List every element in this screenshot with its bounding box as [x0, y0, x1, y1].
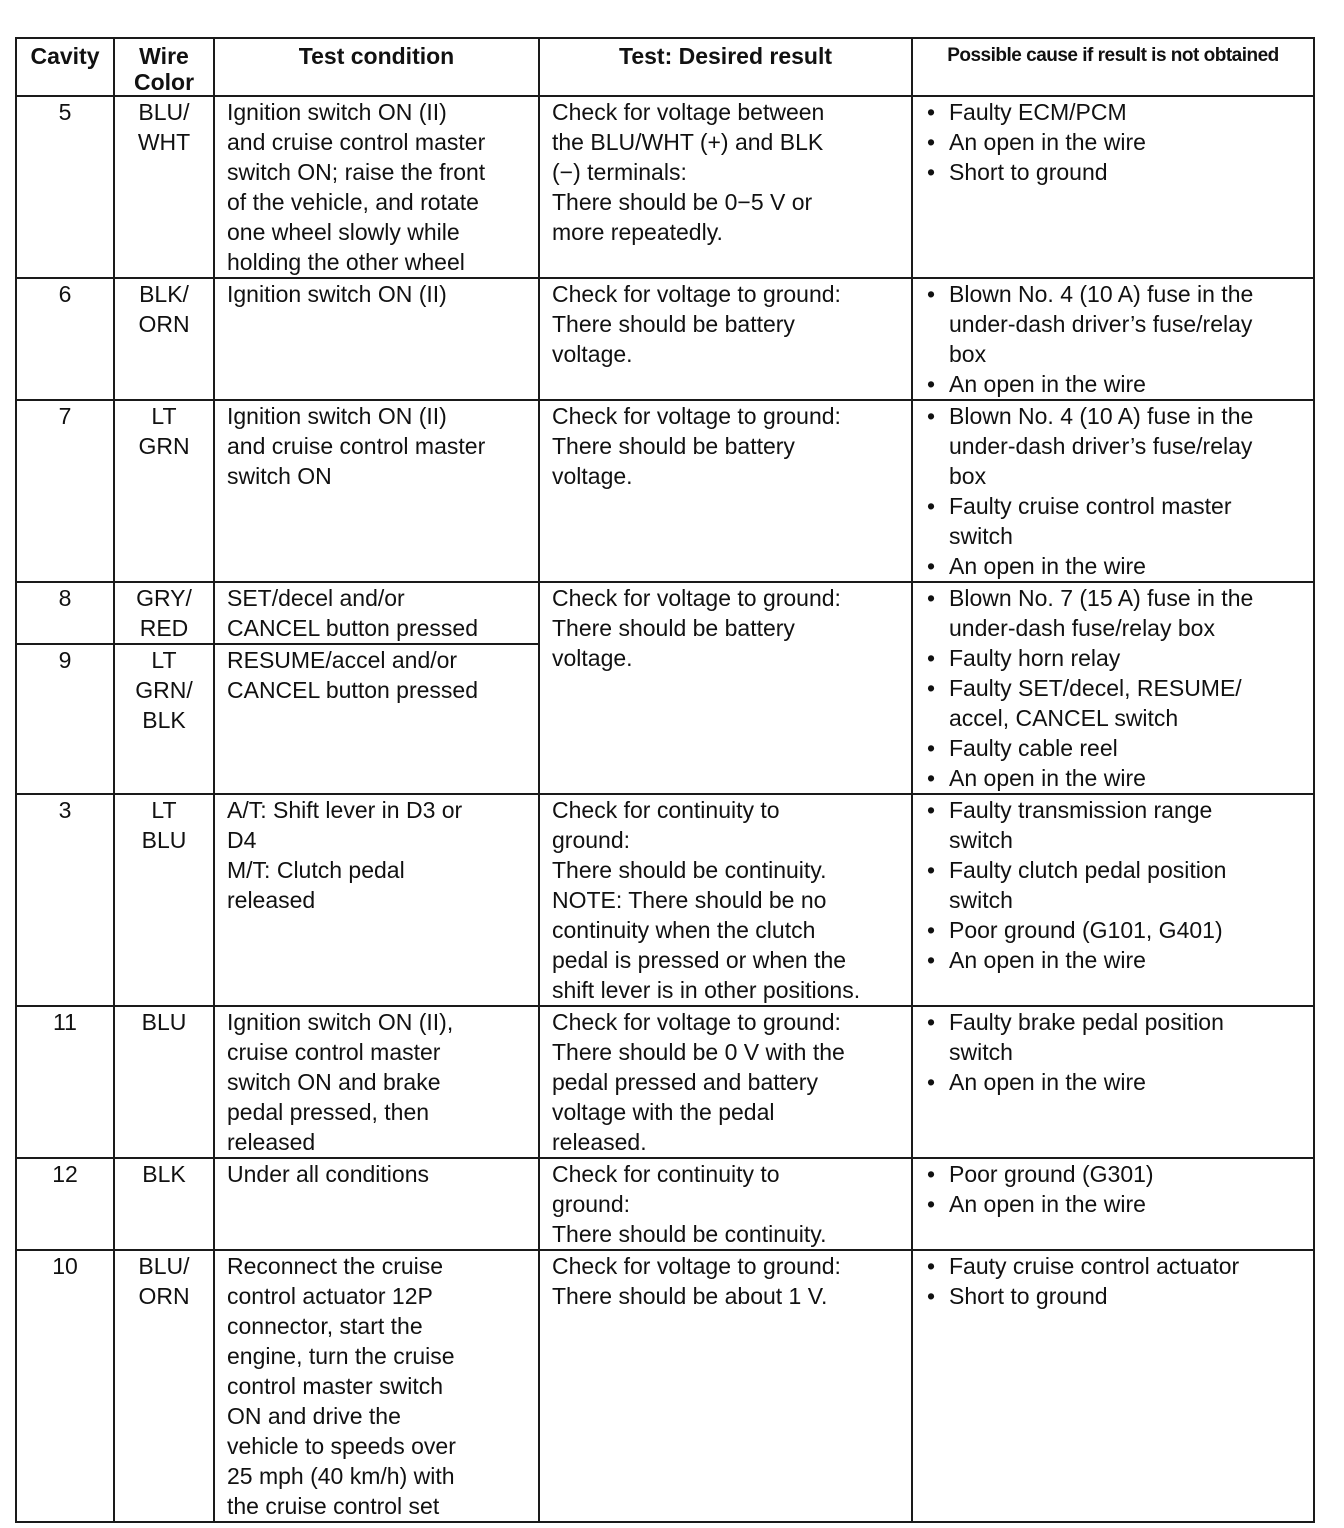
possible-cause-cell	[912, 582, 1314, 794]
cause-list	[925, 583, 1305, 793]
test-condition-cell	[214, 644, 539, 794]
cause-text-line: • Faulty clutch pedal position	[949, 857, 1227, 883]
cause-item	[925, 279, 1305, 369]
cell-text-line: cruise control master	[227, 1039, 441, 1065]
header-row	[16, 38, 1314, 96]
cause-item	[925, 1159, 1305, 1189]
possible-cause-cell	[912, 400, 1314, 582]
cell-text-line: control actuator 12P	[227, 1283, 433, 1309]
cell-text-line: M/T: Clutch pedal	[227, 857, 405, 883]
cell-text-line: Check for voltage to ground:	[552, 1253, 841, 1279]
cell-text-line: voltage.	[552, 341, 633, 367]
cause-text-line: under-dash driver’s fuse/relay	[949, 311, 1253, 337]
cell-text-line: A/T: Shift lever in D3 or	[227, 797, 463, 823]
cell-text-line: GRN/	[135, 677, 193, 703]
cause-text-line: box	[949, 341, 987, 367]
cell-text-line: connector, start the	[227, 1313, 423, 1339]
cell-text-line: voltage.	[552, 463, 633, 489]
cause-text-line: • Faulty SET/decel, RESUME/	[949, 675, 1242, 701]
cause-item	[925, 1067, 1305, 1097]
cavity-cell: 6	[16, 278, 114, 400]
possible-cause-cell	[912, 278, 1314, 400]
cause-text-line: • Blown No. 7 (15 A) fuse in the	[949, 585, 1254, 611]
cruise-control-test-table	[15, 37, 1315, 1523]
cell-text-line: NOTE: There should be no	[552, 887, 827, 913]
cause-text-line: under-dash fuse/relay box	[949, 615, 1215, 641]
cell-text-line: voltage.	[552, 645, 633, 671]
cause-list	[925, 1159, 1305, 1219]
cause-item	[925, 733, 1305, 763]
cause-text-line: • An open in the wire	[949, 947, 1146, 973]
cavity-cell: 11	[16, 1006, 114, 1158]
cell-text-line: switch ON	[227, 463, 332, 489]
table-row-cavity-8	[16, 582, 1314, 644]
cell-text-line: released.	[552, 1129, 647, 1155]
cell-text-line: Reconnect the cruise	[227, 1253, 444, 1279]
cell-text-line: holding the other wheel	[227, 249, 465, 275]
cell-text-line: Ignition switch ON (II)	[227, 403, 447, 429]
cell-text-line: pedal is pressed or when the	[552, 947, 847, 973]
cause-text-line: • An open in the wire	[949, 1191, 1146, 1217]
cell-text-line: RED	[139, 615, 189, 641]
cell-text-line: Ignition switch ON (II)	[227, 99, 447, 125]
cell-text-line: ON and drive the	[227, 1403, 401, 1429]
cause-text-line: • Short to ground	[949, 1283, 1108, 1309]
cell-text-line: CANCEL button pressed	[227, 615, 479, 641]
desired-result-cell	[539, 278, 912, 400]
desired-result-cell	[539, 400, 912, 582]
cause-list	[925, 401, 1305, 581]
desired-result-cell	[539, 582, 912, 794]
possible-cause-cell	[912, 96, 1314, 278]
cell-text-line: RESUME/accel and/or	[227, 647, 458, 673]
cell-text-line: There should be 0 V with the	[552, 1039, 845, 1065]
desired-result-cell	[539, 1006, 912, 1158]
cell-text-line: LT	[151, 797, 177, 823]
cell-text-line: 25 mph (40 km/h) with	[227, 1463, 455, 1489]
wire-color-cell	[114, 1006, 214, 1158]
cell-text-line: (−) terminals:	[552, 159, 687, 185]
test-condition-cell	[214, 794, 539, 1006]
cavity-cell: 10	[16, 1250, 114, 1522]
cause-text-line: switch	[949, 1039, 1013, 1065]
cell-text-line: engine, turn the cruise	[227, 1343, 455, 1369]
header-desired-result: Test: Desired result	[539, 38, 912, 96]
cell-text-line: Check for voltage to ground:	[552, 585, 841, 611]
wire-color-cell	[114, 96, 214, 278]
cell-text-line: vehicle to speeds over	[227, 1433, 456, 1459]
cause-item	[925, 157, 1305, 187]
cause-text-line: • An open in the wire	[949, 129, 1146, 155]
cell-text-line: ground:	[552, 1191, 631, 1217]
wire-color-cell	[114, 400, 214, 582]
cell-text-line: There should be battery	[552, 433, 795, 459]
cause-text-line: • Faulty cable reel	[949, 735, 1118, 761]
cell-text-line: WHT	[137, 129, 191, 155]
cell-text-line: CANCEL button pressed	[227, 677, 479, 703]
cause-item	[925, 127, 1305, 157]
cell-text-line: Ignition switch ON (II),	[227, 1009, 454, 1035]
cell-text-line: GRN	[138, 433, 190, 459]
cause-text-line: • Poor ground (G301)	[949, 1161, 1154, 1187]
cause-item	[925, 491, 1305, 551]
cavity-cell: 8	[16, 582, 114, 644]
cause-item	[925, 643, 1305, 673]
cell-text-line: Check for voltage to ground:	[552, 281, 841, 307]
cell-text-line: There should be battery	[552, 615, 795, 641]
test-condition-cell	[214, 1250, 539, 1522]
possible-cause-cell	[912, 794, 1314, 1006]
header-test-condition: Test condition	[214, 38, 539, 96]
desired-result-cell	[539, 96, 912, 278]
cause-list	[925, 279, 1305, 399]
cell-text-line: and cruise control master	[227, 129, 486, 155]
test-condition-cell	[214, 1158, 539, 1250]
cause-item	[925, 369, 1305, 399]
cause-list	[925, 1251, 1305, 1311]
cell-text-line: Check for continuity to	[552, 1161, 780, 1187]
cell-text-line: pedal pressed and battery	[552, 1069, 818, 1095]
table-row-cavity-5	[16, 96, 1314, 278]
cell-text-line: Check for voltage to ground:	[552, 1009, 841, 1035]
cell-text-line: switch ON; raise the front	[227, 159, 486, 185]
cause-item	[925, 401, 1305, 491]
cell-text-line: SET/decel and/or	[227, 585, 405, 611]
cause-item	[925, 551, 1305, 581]
cause-item	[925, 1189, 1305, 1219]
cause-text-line: • Poor ground (G101, G401)	[949, 917, 1223, 943]
desired-result-cell	[539, 794, 912, 1006]
cause-text-line: box	[949, 463, 987, 489]
test-condition-cell	[214, 278, 539, 400]
cell-text-line: BLU/	[138, 99, 190, 125]
cause-text-line: • An open in the wire	[949, 371, 1146, 397]
cause-text-line: • Blown No. 4 (10 A) fuse in the	[949, 403, 1254, 429]
cause-text-line: accel, CANCEL switch	[949, 705, 1179, 731]
table-row-cavity-10	[16, 1250, 1314, 1522]
test-condition-cell	[214, 582, 539, 644]
cause-text-line: • Faulty brake pedal position	[949, 1009, 1224, 1035]
test-condition-cell	[214, 96, 539, 278]
cell-text-line: pedal pressed, then	[227, 1099, 430, 1125]
cell-text-line: There should be battery	[552, 311, 795, 337]
header-possible-cause: Possible cause if result is not obtained	[912, 38, 1314, 96]
cause-text-line: • Faulty horn relay	[949, 645, 1121, 671]
cell-text-line: There should be continuity.	[552, 1221, 827, 1247]
cell-text-line: control master switch	[227, 1373, 444, 1399]
cause-text-line: switch	[949, 887, 1013, 913]
cause-item	[925, 583, 1305, 643]
cause-item	[925, 945, 1305, 975]
cause-text-line: • An open in the wire	[949, 553, 1146, 579]
cause-text-line: • Short to ground	[949, 159, 1108, 185]
cell-text-line: Check for continuity to	[552, 797, 780, 823]
cell-text-line: There should be 0−5 V or	[552, 189, 813, 215]
cause-item	[925, 915, 1305, 945]
cause-item	[925, 763, 1305, 793]
cell-text-line: the BLU/WHT (+) and BLK	[552, 129, 824, 155]
cell-text-line: ORN	[138, 1283, 190, 1309]
cause-list	[925, 1007, 1305, 1097]
cell-text-line: Ignition switch ON (II)	[227, 281, 447, 307]
cavity-cell: 7	[16, 400, 114, 582]
cause-text-line: • Faulty ECM/PCM	[949, 99, 1127, 125]
cause-text-line: switch	[949, 827, 1013, 853]
cell-text-line: the cruise control set	[227, 1493, 440, 1519]
cause-text-line: switch	[949, 523, 1013, 549]
cause-list	[925, 97, 1305, 187]
wire-color-cell	[114, 582, 214, 644]
cell-text-line: ORN	[138, 311, 190, 337]
cavity-cell: 3	[16, 794, 114, 1006]
cell-text-line: D4	[227, 827, 257, 853]
cause-text-line: • Fauty cruise control actuator	[949, 1253, 1240, 1279]
wire-color-cell	[114, 278, 214, 400]
cell-text-line: more repeatedly.	[552, 219, 723, 245]
possible-cause-cell	[912, 1158, 1314, 1250]
cell-text-line: LT	[151, 403, 177, 429]
wire-color-cell	[114, 1250, 214, 1522]
possible-cause-cell	[912, 1006, 1314, 1158]
cell-text-line: released	[227, 887, 316, 913]
cause-text-line: • Faulty transmission range	[949, 797, 1213, 823]
cell-text-line: ground:	[552, 827, 631, 853]
cell-text-line: one wheel slowly while	[227, 219, 460, 245]
cell-text-line: BLU	[141, 827, 187, 853]
desired-result-cell	[539, 1250, 912, 1522]
cause-text-line: • An open in the wire	[949, 1069, 1146, 1095]
cause-text-line: • Blown No. 4 (10 A) fuse in the	[949, 281, 1254, 307]
cell-text-line: voltage with the pedal	[552, 1099, 775, 1125]
cavity-cell: 5	[16, 96, 114, 278]
cell-text-line: Under all conditions	[227, 1161, 430, 1187]
cell-text-line: There should be continuity.	[552, 857, 827, 883]
test-condition-cell	[214, 400, 539, 582]
cell-text-line: BLU/	[138, 1253, 190, 1279]
wire-color-cell	[114, 1158, 214, 1250]
cause-item	[925, 855, 1305, 915]
table-row-cavity-11	[16, 1006, 1314, 1158]
cell-text-line: Check for voltage between	[552, 99, 825, 125]
cell-text-line: continuity when the clutch	[552, 917, 816, 943]
cell-text-line: There should be about 1 V.	[552, 1283, 828, 1309]
cell-text-line: GRY/	[136, 585, 192, 611]
header-wire-color: Wire Color	[114, 38, 214, 96]
cavity-cell: 12	[16, 1158, 114, 1250]
cause-list	[925, 795, 1305, 975]
wire-color-cell	[114, 794, 214, 1006]
cell-text-line: and cruise control master	[227, 433, 486, 459]
cell-text-line: released	[227, 1129, 316, 1155]
cell-text-line: LT	[151, 647, 177, 673]
possible-cause-cell	[912, 1250, 1314, 1522]
cell-text-line: of the vehicle, and rotate	[227, 189, 479, 215]
cause-item	[925, 1281, 1305, 1311]
cell-text-line: shift lever is in other positions.	[552, 977, 861, 1003]
cause-item	[925, 673, 1305, 733]
header-cavity: Cavity	[16, 38, 114, 96]
cause-text-line: under-dash driver’s fuse/relay	[949, 433, 1253, 459]
cause-text-line: • Faulty cruise control master	[949, 493, 1232, 519]
cause-item	[925, 795, 1305, 855]
cell-text-line: Check for voltage to ground:	[552, 403, 841, 429]
table-row-cavity-7	[16, 400, 1314, 582]
table-row-cavity-3	[16, 794, 1314, 1006]
cause-text-line: • An open in the wire	[949, 765, 1146, 791]
cell-text-line: BLK/	[139, 281, 189, 307]
cell-text-line: BLK	[142, 1161, 186, 1187]
cause-item	[925, 1251, 1305, 1281]
desired-result-cell	[539, 1158, 912, 1250]
table-row-cavity-12	[16, 1158, 1314, 1250]
wire-color-cell	[114, 644, 214, 794]
cause-item	[925, 1007, 1305, 1067]
cell-text-line: switch ON and brake	[227, 1069, 441, 1095]
test-condition-cell	[214, 1006, 539, 1158]
cell-text-line: BLU	[141, 1009, 187, 1035]
cause-item	[925, 97, 1305, 127]
cavity-cell: 9	[16, 644, 114, 794]
table-row-cavity-6	[16, 278, 1314, 400]
cell-text-line: BLK	[142, 707, 186, 733]
